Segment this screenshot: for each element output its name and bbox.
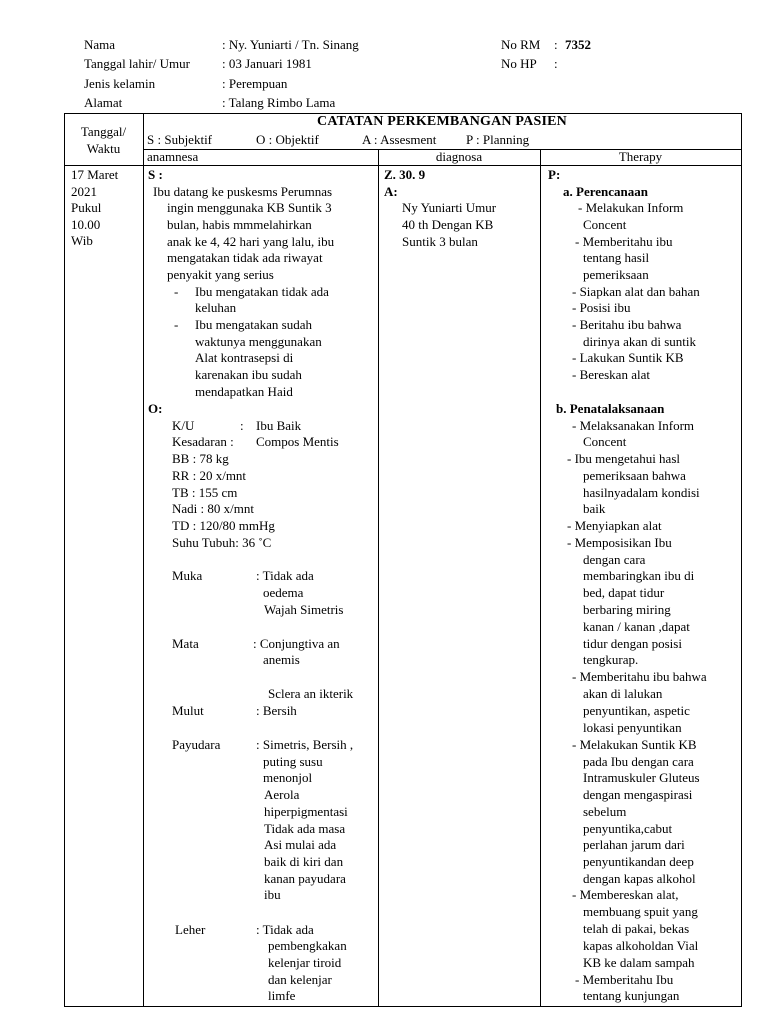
- subheader-diagnosa: diagnosa: [435, 149, 483, 164]
- value-jenis-kelamin: : Perempuan: [222, 76, 288, 91]
- impl-line: - Memberitahu Ibu: [575, 972, 674, 987]
- diagnosa-line: Suntik 3 bulan: [402, 234, 478, 249]
- vital-rr: RR : 20 x/mnt: [172, 468, 247, 483]
- ku-sep: :: [240, 418, 244, 433]
- payudara-line: kanan payudara: [264, 871, 346, 886]
- payudara-line: Tidak ada masa: [264, 821, 346, 836]
- impl-line: membaringkan ibu di: [583, 568, 695, 583]
- impl-line: hasilnyadalam kondisi: [583, 485, 700, 500]
- sep-no-hp: :: [554, 56, 558, 71]
- leher-line: kelenjar tiroid: [268, 955, 342, 970]
- legend-p: P : Planning: [466, 132, 530, 147]
- s-bullet-1-line: keluhan: [195, 300, 237, 315]
- col-divider-1: [143, 113, 144, 1007]
- s-bullet-2-line: Ibu mengatakan sudah: [195, 317, 312, 332]
- impl-line: kapas alkoholdan Vial: [583, 938, 699, 953]
- subheader-therapy: Therapy: [618, 149, 663, 164]
- legend-o: O : Objektif: [256, 132, 319, 147]
- ku-label: K/U: [172, 418, 195, 433]
- impl-line: pemeriksaan bahwa: [583, 468, 686, 483]
- kesadaran-value: Compos Mentis: [256, 434, 339, 449]
- mata-line: anemis: [263, 652, 300, 667]
- diagnosa-line: 40 th Dengan KB: [402, 217, 494, 232]
- mata-label: Mata: [172, 636, 199, 651]
- muka-line: : Tidak ada: [256, 568, 314, 583]
- mulut-value: : Bersih: [256, 703, 297, 718]
- muka-line: oedema: [263, 585, 304, 600]
- plan-line: - Lakukan Suntik KB: [572, 350, 684, 365]
- impl-line: telah di pakai, bekas: [583, 921, 690, 936]
- impl-line: KB ke dalam sampah: [583, 955, 695, 970]
- s-line: bulan, habis mmmelahirkan: [167, 217, 312, 232]
- impl-line: dengan mengaspirasi: [583, 787, 693, 802]
- table-bottom-border: [64, 1006, 741, 1007]
- payudara-line: menonjol: [263, 770, 313, 785]
- payudara-label: Payudara: [172, 737, 221, 752]
- label-no-rm: No RM: [501, 37, 541, 52]
- impl-line: penyuntika,cabut: [583, 821, 673, 836]
- impl-line: perlahan jarum dari: [583, 837, 685, 852]
- plan-line: - Memberitahu ibu: [575, 234, 673, 249]
- s-line: anak ke 4, 42 hari yang lalu, ibu: [167, 234, 335, 249]
- impl-line: akan di lalukan: [583, 686, 663, 701]
- payudara-line: Aerola: [264, 787, 300, 802]
- diagnosa-code: Z. 30. 9: [384, 167, 426, 182]
- vital-suhu: Suhu Tubuh: 36 ˚C: [172, 535, 272, 550]
- o-label: O:: [148, 401, 163, 416]
- impl-line: lokasi penyuntikan: [583, 720, 682, 735]
- value-alamat: : Talang Rimbo Lama: [222, 95, 336, 110]
- impl-line: tentang kunjungan: [583, 988, 680, 1003]
- leher-line: dan kelenjar: [268, 972, 332, 987]
- value-tanggal-lahir: : 03 Januari 1981: [222, 56, 312, 71]
- impl-line: tidur dengan posisi: [583, 636, 682, 651]
- leher-label: Leher: [175, 922, 206, 937]
- vital-tb: TB : 155 cm: [172, 485, 238, 500]
- sep-no-rm: :: [554, 37, 558, 52]
- p-label: P:: [548, 167, 561, 182]
- bullet-dash-icon: -: [174, 317, 179, 332]
- impl-line: Concent: [583, 434, 627, 449]
- diagnosa-line: Ny Yuniarti Umur: [402, 200, 497, 215]
- tanggal-line: 17 Maret: [71, 167, 119, 182]
- impl-line: - Memberitahu ibu bahwa: [572, 669, 707, 684]
- impl-line: - Melakukan Suntik KB: [572, 737, 697, 752]
- payudara-line: puting susu: [263, 754, 323, 769]
- s-bullet-2-line: Alat kontrasepsi di: [195, 350, 294, 365]
- bullet-dash-icon: -: [174, 284, 179, 299]
- plan-line: - Bereskan alat: [572, 367, 650, 382]
- a-label: A:: [384, 184, 398, 199]
- tanggal-cell: [71, 167, 118, 250]
- s-bullet-2-line: waktunya menggunakan: [195, 334, 322, 349]
- leher-line: : Tidak ada: [256, 922, 314, 937]
- plan-line: - Siapkan alat dan bahan: [572, 284, 700, 299]
- impl-line: sebelum: [583, 804, 627, 819]
- legend-a: A : Assesment: [362, 132, 437, 147]
- vital-nadi: Nadi : 80 x/mnt: [172, 501, 254, 516]
- kesadaran-label: Kesadaran :: [172, 434, 234, 449]
- vital-td: TD : 120/80 mmHg: [172, 518, 275, 533]
- impl-line: - Membereskan alat,: [572, 887, 679, 902]
- payudara-line: : Simetris, Bersih ,: [256, 737, 354, 752]
- impl-line: kanan / kanan ,dapat: [583, 619, 690, 634]
- impl-line: - Menyiapkan alat: [567, 518, 662, 533]
- tanggal-line: 10.00: [71, 216, 101, 232]
- s-line: ingin menggunaka KB Suntik 3: [167, 200, 332, 215]
- impl-line: penyuntikan, aspetic: [583, 703, 690, 718]
- penatalaksanaan-title: b. Penatalaksanaan: [556, 401, 665, 416]
- impl-line: penyuntikandan deep: [583, 854, 694, 869]
- s-bullet-2-line: karenakan ibu sudah: [195, 367, 302, 382]
- value-nama: : Ny. Yuniarti / Tn. Sinang: [222, 37, 359, 52]
- col-header-tanggal: [64, 124, 143, 157]
- table-right-border: [741, 113, 742, 1007]
- payudara-line: Asi mulai ada: [264, 837, 337, 852]
- impl-line: - Memposisikan Ibu: [567, 535, 672, 550]
- subheader-anamnesa: anamnesa: [147, 149, 199, 164]
- impl-line: berbaring miring: [583, 602, 671, 617]
- impl-line: dengan kapas alkohol: [583, 871, 696, 886]
- s-line: penyakit yang serius: [167, 267, 274, 282]
- tanggal-line: Pukul: [71, 200, 102, 216]
- col-divider-3: [540, 149, 541, 1007]
- mata-line: Sclera an ikterik: [268, 686, 354, 701]
- s-line: mengatakan tidak ada riwayat: [167, 250, 323, 265]
- s-bullet-1-line: Ibu mengatakan tidak ada: [195, 284, 329, 299]
- plan-line: tentang hasil: [583, 250, 650, 265]
- impl-line: - Ibu mengetahui hasl: [567, 451, 680, 466]
- leher-line: pembengkakan: [268, 938, 347, 953]
- impl-line: bed, dapat tidur: [583, 585, 665, 600]
- label-jenis-kelamin: Jenis kelamin: [84, 76, 156, 91]
- perencanaan-title: a. Perencanaan: [563, 184, 648, 199]
- payudara-line: hiperpigmentasi: [264, 804, 348, 819]
- plan-line: - Posisi ibu: [572, 300, 631, 315]
- table-title: CATATAN PERKEMBANGAN PASIEN: [317, 114, 567, 129]
- label-no-hp: No HP: [501, 56, 537, 71]
- col-header-tanggal-line: Tanggal/: [80, 124, 127, 139]
- s-line: Ibu datang ke puskesms Perumnas: [153, 184, 333, 199]
- leher-line: limfe: [268, 988, 296, 1003]
- impl-line: pada Ibu dengan cara: [583, 754, 694, 769]
- muka-label: Muka: [172, 568, 203, 583]
- impl-line: dengan cara: [583, 552, 646, 567]
- tanggal-line: 2021: [71, 183, 97, 199]
- col-header-waktu-line: Waktu: [86, 140, 121, 156]
- impl-line: Intramuskuler Gluteus: [583, 770, 700, 785]
- mulut-label: Mulut: [172, 703, 204, 718]
- ku-value: Ibu Baik: [256, 418, 302, 433]
- muka-line: Wajah Simetris: [264, 602, 344, 617]
- plan-line: dirinya akan di suntik: [583, 334, 697, 349]
- impl-line: baik: [583, 501, 606, 516]
- impl-line: - Melaksanakan Inform: [572, 418, 695, 433]
- impl-line: membuang spuit yang: [583, 904, 698, 919]
- label-alamat: Alamat: [84, 95, 123, 110]
- s-bullet-2-line: mendapatkan Haid: [195, 384, 293, 399]
- plan-line: - Beritahu ibu bahwa: [572, 317, 682, 332]
- table-left-border: [64, 113, 65, 1007]
- vital-bb: BB : 78 kg: [172, 451, 229, 466]
- plan-line: - Melakukan Inform: [578, 200, 684, 215]
- payudara-line: baik di kiri dan: [264, 854, 344, 869]
- value-no-rm: 7352: [565, 37, 591, 52]
- impl-line: tengkurap.: [583, 652, 639, 667]
- plan-line: pemeriksaan: [583, 267, 649, 282]
- s-label: S :: [148, 167, 163, 182]
- legend-s: S : Subjektif: [147, 132, 213, 147]
- payudara-line: ibu: [264, 887, 281, 902]
- plan-line: Concent: [583, 217, 627, 232]
- col-divider-2: [378, 149, 379, 1007]
- tanggal-line: Wib: [71, 233, 93, 249]
- label-tanggal-lahir: Tanggal lahir/ Umur: [84, 56, 190, 71]
- label-nama: Nama: [84, 37, 116, 52]
- mata-line: : Conjungtiva an: [253, 636, 340, 651]
